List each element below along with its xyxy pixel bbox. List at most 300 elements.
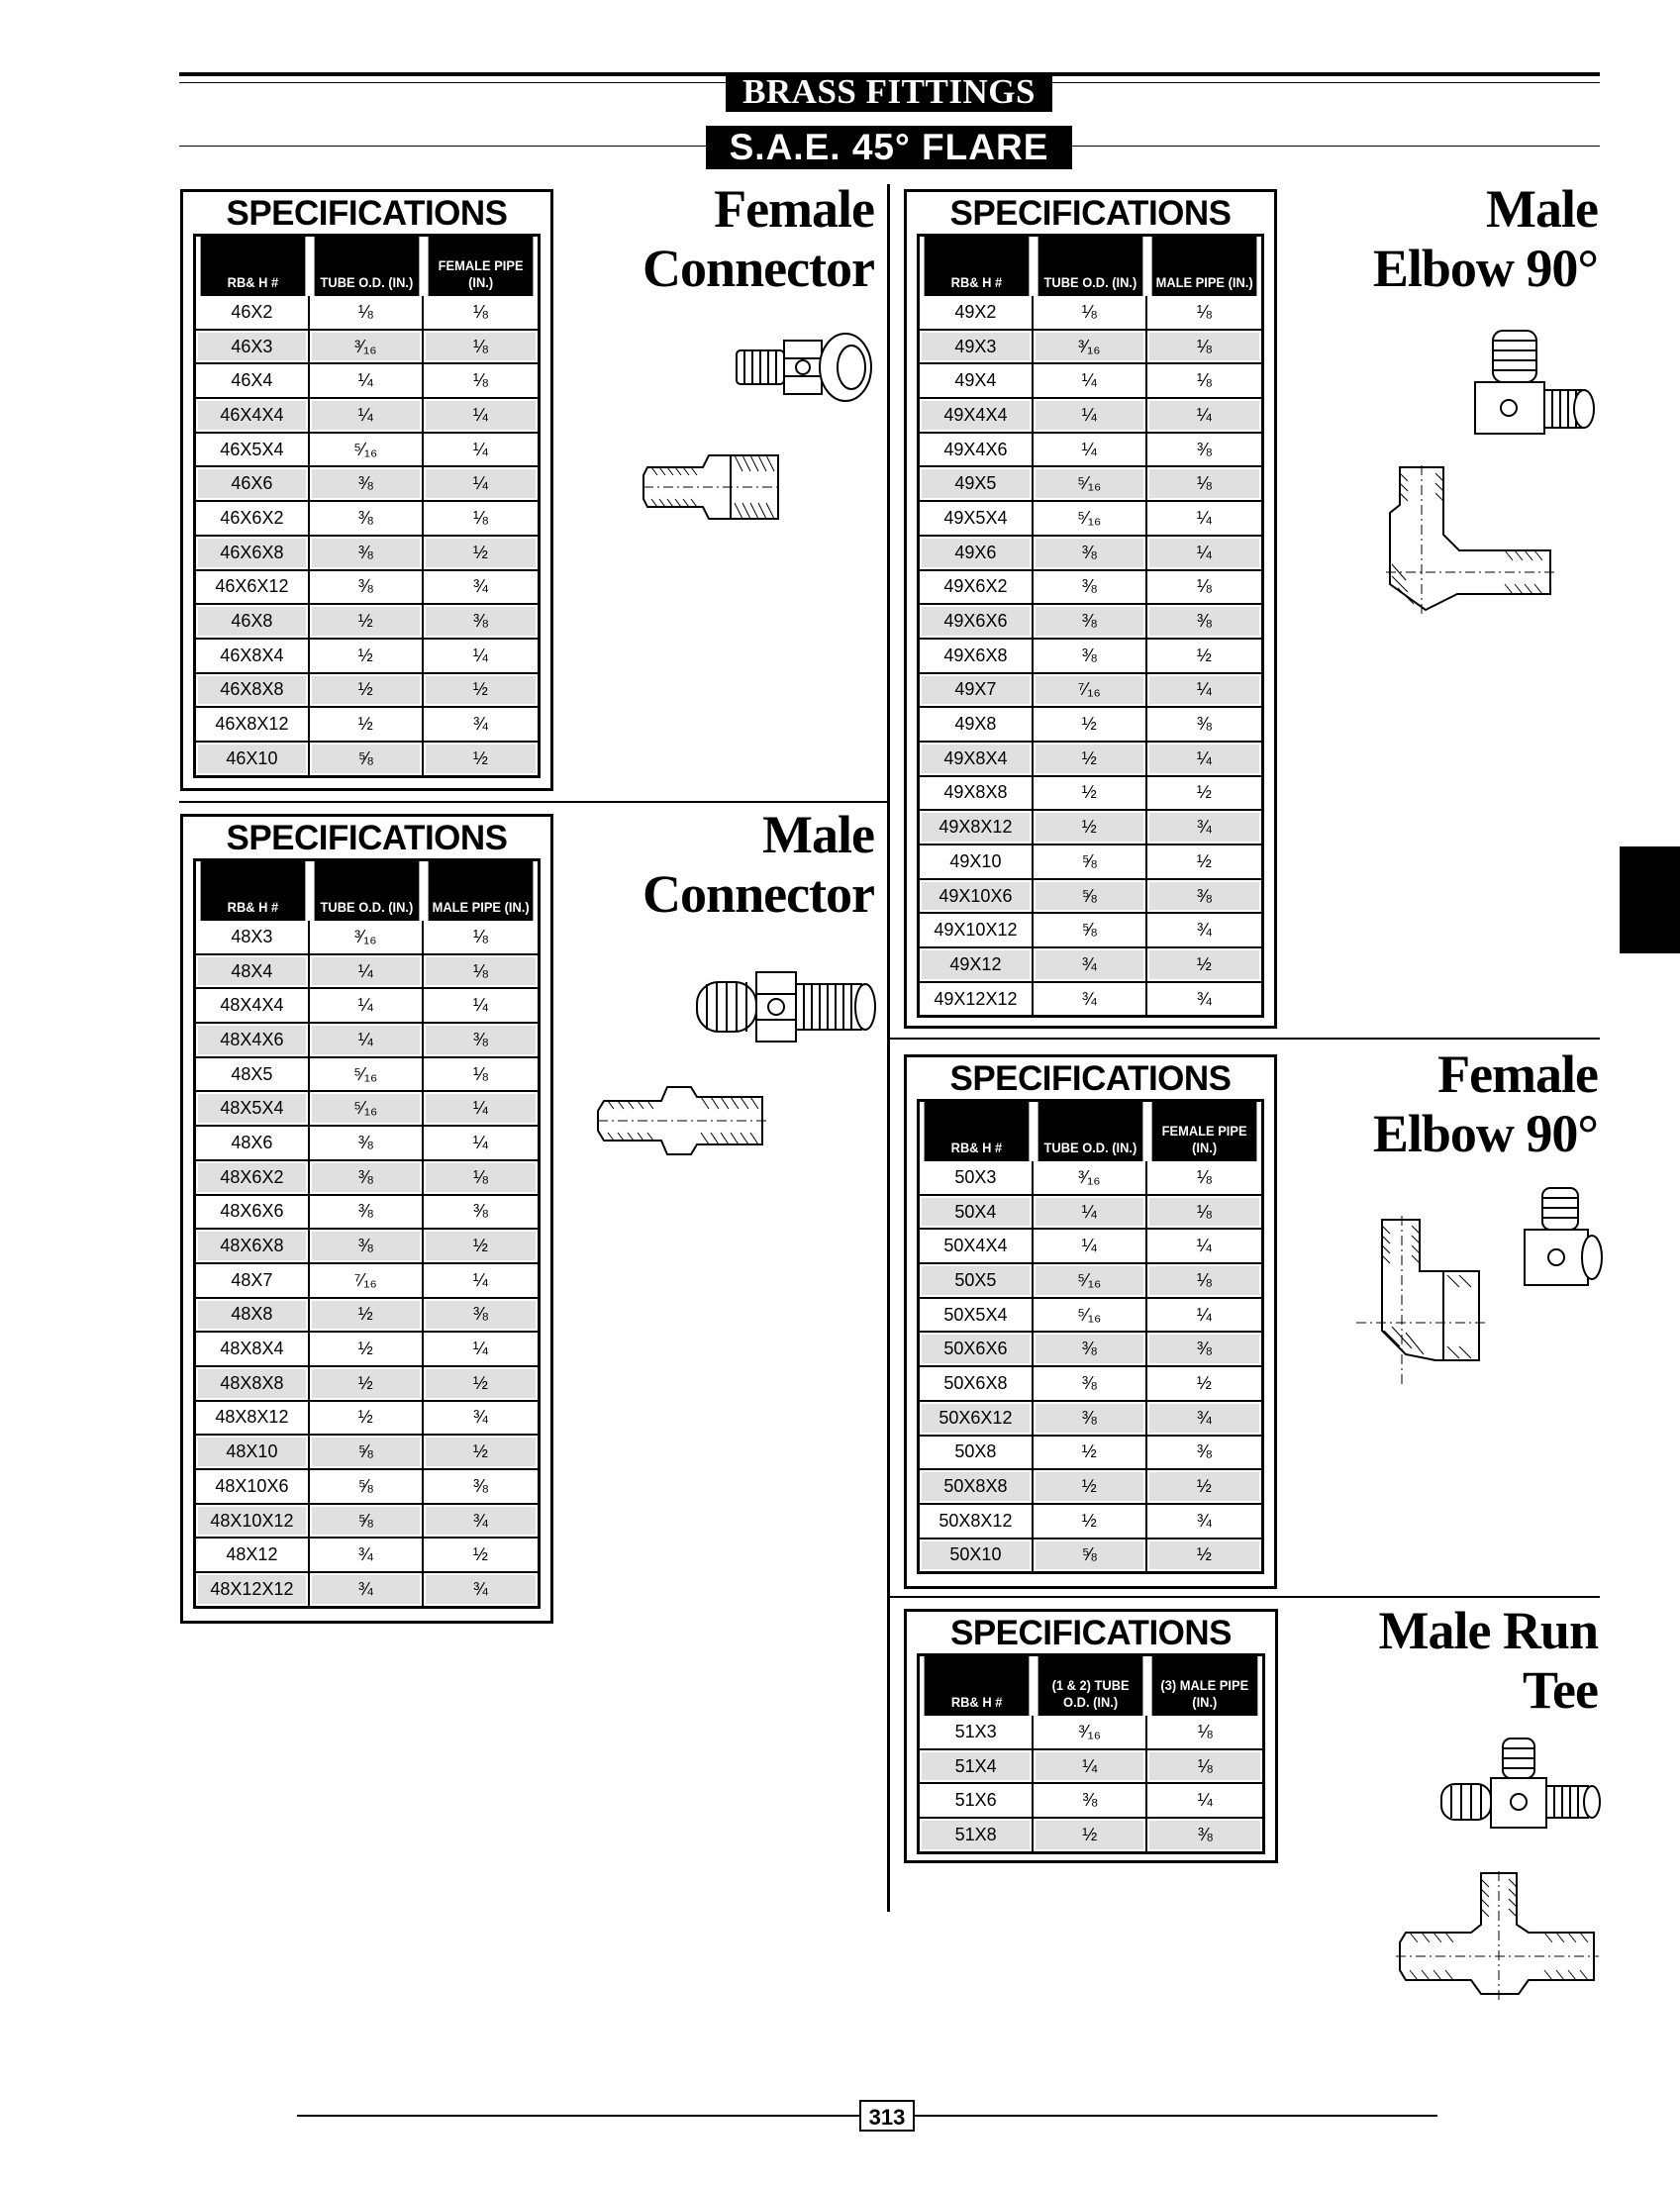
title-line: Connector <box>642 239 874 298</box>
section-divider-right-2 <box>887 1596 1600 1598</box>
tube-size-cell: ⁵⁄₁₆ <box>310 434 424 468</box>
pipe-size-cell: ¼ <box>424 434 538 468</box>
tube-size-cell: ³⁄₁₆ <box>310 921 424 955</box>
tube-size-cell: ½ <box>310 674 424 709</box>
table-row <box>196 1436 538 1470</box>
pipe-size-cell: ½ <box>424 1436 538 1470</box>
tube-size-cell: ¼ <box>1034 1196 1147 1231</box>
pipe-size-cell: ½ <box>1147 948 1261 983</box>
pipe-size-cell: ½ <box>1147 1367 1261 1402</box>
column-header: TUBE O.D. (IN.) <box>1038 1102 1142 1161</box>
tube-size-cell: ½ <box>1034 777 1147 812</box>
table-row <box>920 502 1261 537</box>
male-run-tee-drawing <box>1396 1871 1599 2000</box>
title-line: Male Run <box>1378 1601 1598 1660</box>
pipe-size-cell: ¼ <box>424 1127 538 1161</box>
title-line: Female <box>1437 1044 1598 1104</box>
tube-size-cell: ½ <box>310 1299 424 1334</box>
spec-table-female-elbow <box>917 1099 1264 1574</box>
table-row <box>196 1333 538 1367</box>
pipe-size-cell: ⅛ <box>1147 1196 1261 1231</box>
pipe-size-cell: ¼ <box>424 467 538 502</box>
part-number-cell: 46X8X8 <box>196 674 310 709</box>
spec-heading: SPECIFICATIONS <box>226 194 508 233</box>
part-number-cell: 49X6X8 <box>920 640 1034 674</box>
table-row <box>196 502 538 537</box>
table-row <box>920 1716 1262 1750</box>
tube-size-cell: ⅜ <box>310 1127 424 1161</box>
tube-size-cell: ⅜ <box>1034 640 1147 674</box>
female-elbow-drawing <box>1356 1216 1485 1384</box>
part-number-cell: 50X4 <box>920 1196 1034 1231</box>
pipe-size-cell: ⅛ <box>1147 1716 1262 1750</box>
part-number-cell: 48X6 <box>196 1127 310 1161</box>
tube-size-cell: ⅜ <box>310 1230 424 1264</box>
pipe-size-cell: ⅜ <box>1147 880 1261 915</box>
pipe-size-cell: ⅛ <box>1147 571 1261 606</box>
pipe-size-cell: ¼ <box>424 1333 538 1367</box>
tube-size-cell: ½ <box>1034 1470 1147 1505</box>
part-number-cell: 51X4 <box>920 1750 1034 1785</box>
pipe-size-cell: ⅜ <box>424 605 538 640</box>
part-number-cell: 48X12 <box>196 1539 310 1573</box>
pipe-size-cell: ¼ <box>424 1092 538 1127</box>
pipe-size-cell: ¾ <box>1147 983 1261 1016</box>
part-number-cell: 50X4X4 <box>920 1230 1034 1264</box>
pipe-size-cell: ⅜ <box>424 1299 538 1334</box>
table-row <box>920 1819 1262 1851</box>
pipe-size-cell: ¾ <box>424 571 538 606</box>
part-number-cell: 50X5 <box>920 1264 1034 1299</box>
tube-size-cell: ⁷⁄₁₆ <box>310 1264 424 1299</box>
part-number-cell: 48X6X6 <box>196 1196 310 1231</box>
part-number-cell: 49X10X6 <box>920 880 1034 915</box>
table-row <box>920 1402 1261 1437</box>
pipe-size-cell: ½ <box>1147 777 1261 812</box>
tube-size-cell: ³⁄₁₆ <box>1034 1161 1147 1196</box>
title-line: Elbow 90° <box>1372 239 1598 298</box>
tube-size-cell: ³⁄₁₆ <box>1034 331 1147 365</box>
tube-size-cell: ½ <box>1034 1437 1147 1471</box>
part-number-cell: 48X8X8 <box>196 1367 310 1402</box>
table-row <box>196 1573 538 1606</box>
table-row <box>920 880 1261 915</box>
pipe-size-cell: ½ <box>1147 640 1261 674</box>
table-row <box>920 434 1261 468</box>
spec-table-female-connector <box>193 234 541 778</box>
part-number-cell: 48X7 <box>196 1264 310 1299</box>
part-number-cell: 48X10X6 <box>196 1470 310 1505</box>
part-number-cell: 48X6X2 <box>196 1161 310 1196</box>
table-row <box>920 1367 1261 1402</box>
pipe-size-cell: ⅜ <box>1147 1437 1261 1471</box>
table-row <box>920 948 1261 983</box>
spec-box-male-connector <box>180 814 553 1624</box>
table-row <box>920 467 1261 502</box>
pipe-size-cell: ¼ <box>1147 537 1261 571</box>
column-header: TUBE O.D. (IN.) <box>314 861 419 921</box>
female-connector-drawing <box>643 447 782 527</box>
part-number-cell: 51X8 <box>920 1819 1034 1851</box>
spec-heading: SPECIFICATIONS <box>949 1614 1233 1652</box>
part-number-cell: 48X8X12 <box>196 1402 310 1437</box>
table-row <box>196 1264 538 1299</box>
pipe-size-cell: ⅛ <box>424 331 538 365</box>
part-number-cell: 48X4X6 <box>196 1024 310 1058</box>
pipe-size-cell: ¾ <box>1147 914 1261 948</box>
pipe-size-cell: ¼ <box>1147 743 1261 777</box>
page-number: 313 <box>859 2100 915 2132</box>
part-number-cell: 46X2 <box>196 296 310 331</box>
pipe-size-cell: ¼ <box>424 640 538 674</box>
tube-size-cell: ½ <box>310 1402 424 1437</box>
tube-size-cell: ¼ <box>1034 364 1147 399</box>
tube-size-cell: ⅜ <box>1034 1367 1147 1402</box>
part-number-cell: 49X4 <box>920 364 1034 399</box>
table-row <box>196 1505 538 1539</box>
part-number-cell: 49X5 <box>920 467 1034 502</box>
pipe-size-cell: ¼ <box>1147 1230 1261 1264</box>
part-number-cell: 46X4 <box>196 364 310 399</box>
tube-size-cell: ⅝ <box>1034 914 1147 948</box>
tube-size-cell: ³⁄₁₆ <box>1034 1716 1147 1750</box>
part-number-cell: 50X10 <box>920 1539 1034 1572</box>
column-divider <box>887 184 890 1912</box>
pipe-size-cell: ½ <box>1147 1470 1261 1505</box>
table-row <box>920 571 1261 606</box>
male-elbow-drawing <box>1386 465 1554 614</box>
part-number-cell: 46X6X8 <box>196 537 310 571</box>
section-title-male-run-tee <box>1307 1601 1598 1720</box>
table-row <box>920 743 1261 777</box>
column-header: TUBE O.D. (IN.) <box>1038 237 1142 296</box>
part-number-cell: 49X4X6 <box>920 434 1034 468</box>
part-number-cell: 48X5 <box>196 1058 310 1093</box>
column-header: TUBE O.D. (IN.) <box>314 237 419 296</box>
pipe-size-cell: ½ <box>1147 1539 1261 1572</box>
column-header: RB& H # <box>925 1656 1030 1716</box>
title-line: Female <box>714 179 874 239</box>
table-row <box>196 434 538 468</box>
tube-size-cell: ⅝ <box>310 1505 424 1539</box>
tube-size-cell: ⅜ <box>1034 1784 1147 1819</box>
subcategory-badge: S.A.E. 45° FLARE <box>706 126 1072 169</box>
tube-size-cell: ½ <box>310 640 424 674</box>
tube-size-cell: ⅜ <box>310 502 424 537</box>
section-divider-right-1 <box>887 1038 1600 1040</box>
pipe-size-cell: ⅜ <box>424 1196 538 1231</box>
male-connector-photo <box>693 962 881 1051</box>
part-number-cell: 46X3 <box>196 331 310 365</box>
table-row <box>920 1539 1261 1572</box>
table-row <box>920 1333 1261 1367</box>
tube-size-cell: ¼ <box>310 399 424 434</box>
part-number-cell: 50X3 <box>920 1161 1034 1196</box>
part-number-cell: 51X6 <box>920 1784 1034 1819</box>
tube-size-cell: ³⁄₁₆ <box>310 331 424 365</box>
table-row <box>920 605 1261 640</box>
part-number-cell: 46X8X4 <box>196 640 310 674</box>
table-row <box>920 1470 1261 1505</box>
tube-size-cell: ⅜ <box>310 571 424 606</box>
pipe-size-cell: ⅜ <box>1147 605 1261 640</box>
tube-size-cell: ¾ <box>310 1573 424 1606</box>
part-number-cell: 48X4X4 <box>196 989 310 1024</box>
title-line: Male <box>762 805 874 864</box>
part-number-cell: 48X3 <box>196 921 310 955</box>
table-row <box>920 364 1261 399</box>
tube-size-cell: ⅜ <box>310 537 424 571</box>
male-run-tee-photo <box>1437 1735 1606 1834</box>
tube-size-cell: ½ <box>1034 1505 1147 1539</box>
part-number-cell: 48X6X8 <box>196 1230 310 1264</box>
table-row <box>920 1505 1261 1539</box>
part-number-cell: 49X8X8 <box>920 777 1034 812</box>
table-row <box>196 1196 538 1231</box>
pipe-size-cell: ⅛ <box>1147 1161 1261 1196</box>
pipe-size-cell: ½ <box>424 1367 538 1402</box>
table-row <box>196 296 538 331</box>
table-row <box>920 811 1261 845</box>
pipe-size-cell: ¼ <box>1147 502 1261 537</box>
part-number-cell: 48X5X4 <box>196 1092 310 1127</box>
tube-size-cell: ¼ <box>1034 434 1147 468</box>
tube-size-cell: ½ <box>310 1333 424 1367</box>
table-row <box>920 296 1261 331</box>
tube-size-cell: ¼ <box>1034 1230 1147 1264</box>
column-header: RB& H # <box>201 237 306 296</box>
pipe-size-cell: ⅛ <box>1147 467 1261 502</box>
table-row <box>920 674 1261 709</box>
part-number-cell: 49X2 <box>920 296 1034 331</box>
part-number-cell: 50X6X8 <box>920 1367 1034 1402</box>
column-header: MALE PIPE (IN.) <box>1151 237 1256 296</box>
table-row <box>196 743 538 775</box>
part-number-cell: 48X8 <box>196 1299 310 1334</box>
part-number-cell: 46X8X12 <box>196 708 310 743</box>
table-row <box>920 1784 1262 1819</box>
tube-size-cell: ¼ <box>1034 399 1147 434</box>
male-elbow-photo <box>1469 327 1598 442</box>
pipe-size-cell: ¾ <box>1147 1402 1261 1437</box>
tube-size-cell: ¾ <box>1034 948 1147 983</box>
part-number-cell: 49X8X4 <box>920 743 1034 777</box>
part-number-cell: 49X7 <box>920 674 1034 709</box>
spec-box-male-elbow <box>904 189 1277 1029</box>
tube-size-cell: ¾ <box>310 1539 424 1573</box>
part-number-cell: 48X4 <box>196 955 310 990</box>
section-divider-left <box>179 801 889 803</box>
table-row <box>196 640 538 674</box>
title-line: Connector <box>642 864 874 924</box>
table-row <box>196 1230 538 1264</box>
part-number-cell: 50X8X8 <box>920 1470 1034 1505</box>
tube-size-cell: ½ <box>1034 811 1147 845</box>
table-row <box>920 1161 1261 1196</box>
table-row <box>196 605 538 640</box>
title-line: Tee <box>1523 1660 1598 1720</box>
pipe-size-cell: ¼ <box>424 1264 538 1299</box>
pipe-size-cell: ⅛ <box>424 1161 538 1196</box>
tube-size-cell: ½ <box>310 708 424 743</box>
tube-size-cell: ¼ <box>310 989 424 1024</box>
table-row <box>920 1264 1261 1299</box>
section-tab-marker <box>1620 846 1680 953</box>
part-number-cell: 49X10 <box>920 845 1034 880</box>
pipe-size-cell: ⅜ <box>1147 1333 1261 1367</box>
table-row <box>920 914 1261 948</box>
tube-size-cell: ⅜ <box>310 467 424 502</box>
table-row <box>196 1539 538 1573</box>
section-title-female-connector <box>594 179 874 298</box>
table-row <box>196 989 538 1024</box>
pipe-size-cell: ⅛ <box>1147 1750 1262 1785</box>
pipe-size-cell: ¾ <box>1147 811 1261 845</box>
part-number-cell: 49X8X12 <box>920 811 1034 845</box>
pipe-size-cell: ½ <box>424 743 538 775</box>
pipe-size-cell: ⅛ <box>424 921 538 955</box>
tube-size-cell: ½ <box>1034 743 1147 777</box>
part-number-cell: 50X5X4 <box>920 1299 1034 1334</box>
part-number-cell: 48X10 <box>196 1436 310 1470</box>
part-number-cell: 46X8 <box>196 605 310 640</box>
spec-heading: SPECIFICATIONS <box>949 194 1232 233</box>
table-row <box>920 1750 1262 1785</box>
table-row <box>920 331 1261 365</box>
pipe-size-cell: ¼ <box>424 989 538 1024</box>
tube-size-cell: ½ <box>310 605 424 640</box>
tube-size-cell: ¼ <box>310 955 424 990</box>
tube-size-cell: ⅝ <box>310 1470 424 1505</box>
table-row <box>196 1367 538 1402</box>
part-number-cell: 49X5X4 <box>920 502 1034 537</box>
tube-size-cell: ⁵⁄₁₆ <box>1034 1264 1147 1299</box>
tube-size-cell: ½ <box>1034 708 1147 743</box>
column-header: FEMALE PIPE (IN.) <box>428 237 533 296</box>
tube-size-cell: ⅜ <box>1034 605 1147 640</box>
tube-size-cell: ⁵⁄₁₆ <box>1034 502 1147 537</box>
tube-size-cell: ⁵⁄₁₆ <box>310 1092 424 1127</box>
column-header: (3) MALE PIPE (IN.) <box>1152 1656 1257 1716</box>
part-number-cell: 49X6X6 <box>920 605 1034 640</box>
pipe-size-cell: ⅛ <box>424 364 538 399</box>
table-row <box>920 777 1261 812</box>
tube-size-cell: ⁵⁄₁₆ <box>310 1058 424 1093</box>
part-number-cell: 49X12 <box>920 948 1034 983</box>
pipe-size-cell: ¾ <box>424 708 538 743</box>
part-number-cell: 46X10 <box>196 743 310 775</box>
table-row <box>196 571 538 606</box>
pipe-size-cell: ⅜ <box>1147 1819 1262 1851</box>
tube-size-cell: ¼ <box>310 1024 424 1058</box>
tube-size-cell: ⅜ <box>1034 1333 1147 1367</box>
pipe-size-cell: ¼ <box>1147 1299 1261 1334</box>
part-number-cell: 50X8X12 <box>920 1505 1034 1539</box>
pipe-size-cell: ⅜ <box>424 1470 538 1505</box>
column-header: RB& H # <box>201 861 306 921</box>
pipe-size-cell: ⅛ <box>424 1058 538 1093</box>
part-number-cell: 48X8X4 <box>196 1333 310 1367</box>
pipe-size-cell: ⅛ <box>424 296 538 331</box>
section-title-female-elbow <box>1307 1044 1598 1163</box>
part-number-cell: 49X6 <box>920 537 1034 571</box>
tube-size-cell: ½ <box>1034 1819 1147 1851</box>
pipe-size-cell: ¼ <box>424 399 538 434</box>
female-connector-photo <box>735 329 873 408</box>
spec-table-male-elbow <box>917 234 1264 1018</box>
tube-size-cell: ⅜ <box>1034 571 1147 606</box>
pipe-size-cell: ⅛ <box>1147 364 1261 399</box>
table-row <box>920 1196 1261 1231</box>
tube-size-cell: ⅝ <box>1034 880 1147 915</box>
male-connector-drawing <box>598 1081 766 1160</box>
section-title-male-elbow <box>1307 179 1598 298</box>
part-number-cell: 51X3 <box>920 1716 1034 1750</box>
table-row <box>196 364 538 399</box>
table-row <box>196 1470 538 1505</box>
title-line: Male <box>1486 179 1598 239</box>
column-header: MALE PIPE (IN.) <box>428 861 533 921</box>
part-number-cell: 50X6X6 <box>920 1333 1034 1367</box>
spec-box-female-elbow <box>904 1054 1277 1589</box>
tube-size-cell: ¾ <box>1034 983 1147 1016</box>
pipe-size-cell: ½ <box>1147 845 1261 880</box>
part-number-cell: 49X12X12 <box>920 983 1034 1016</box>
category-badge: BRASS FITTINGS <box>726 72 1052 112</box>
part-number-cell: 48X10X12 <box>196 1505 310 1539</box>
table-row <box>196 331 538 365</box>
table-row <box>920 983 1261 1016</box>
tube-size-cell: ⁷⁄₁₆ <box>1034 674 1147 709</box>
table-row <box>196 1127 538 1161</box>
tube-size-cell: ½ <box>310 1367 424 1402</box>
table-row <box>920 1230 1261 1264</box>
table-row <box>196 1024 538 1058</box>
table-row <box>920 1299 1261 1334</box>
part-number-cell: 46X6X12 <box>196 571 310 606</box>
pipe-size-cell: ¼ <box>1147 399 1261 434</box>
tube-size-cell: ⅝ <box>310 1436 424 1470</box>
tube-size-cell: ⁵⁄₁₆ <box>1034 467 1147 502</box>
pipe-size-cell: ½ <box>424 1539 538 1573</box>
table-row <box>196 921 538 955</box>
part-number-cell: 49X6X2 <box>920 571 1034 606</box>
tube-size-cell: ⅜ <box>1034 537 1147 571</box>
pipe-size-cell: ¼ <box>1147 1784 1262 1819</box>
pipe-size-cell: ½ <box>424 537 538 571</box>
tube-size-cell: ⅝ <box>1034 845 1147 880</box>
part-number-cell: 46X5X4 <box>196 434 310 468</box>
part-number-cell: 49X8 <box>920 708 1034 743</box>
table-row <box>196 399 538 434</box>
pipe-size-cell: ⅛ <box>1147 331 1261 365</box>
pipe-size-cell: ¾ <box>1147 1505 1261 1539</box>
table-row <box>196 1402 538 1437</box>
table-row <box>920 537 1261 571</box>
table-row <box>196 955 538 990</box>
spec-box-male-run-tee <box>904 1609 1278 1863</box>
tube-size-cell: ⅝ <box>1034 1539 1147 1572</box>
table-row <box>920 1437 1261 1471</box>
spec-heading: SPECIFICATIONS <box>949 1059 1232 1098</box>
tube-size-cell: ¼ <box>310 364 424 399</box>
tube-size-cell: ⁵⁄₁₆ <box>1034 1299 1147 1334</box>
part-number-cell: 46X6 <box>196 467 310 502</box>
tube-size-cell: ⅜ <box>310 1196 424 1231</box>
table-row <box>196 1299 538 1334</box>
table-row <box>196 537 538 571</box>
part-number-cell: 49X4X4 <box>920 399 1034 434</box>
